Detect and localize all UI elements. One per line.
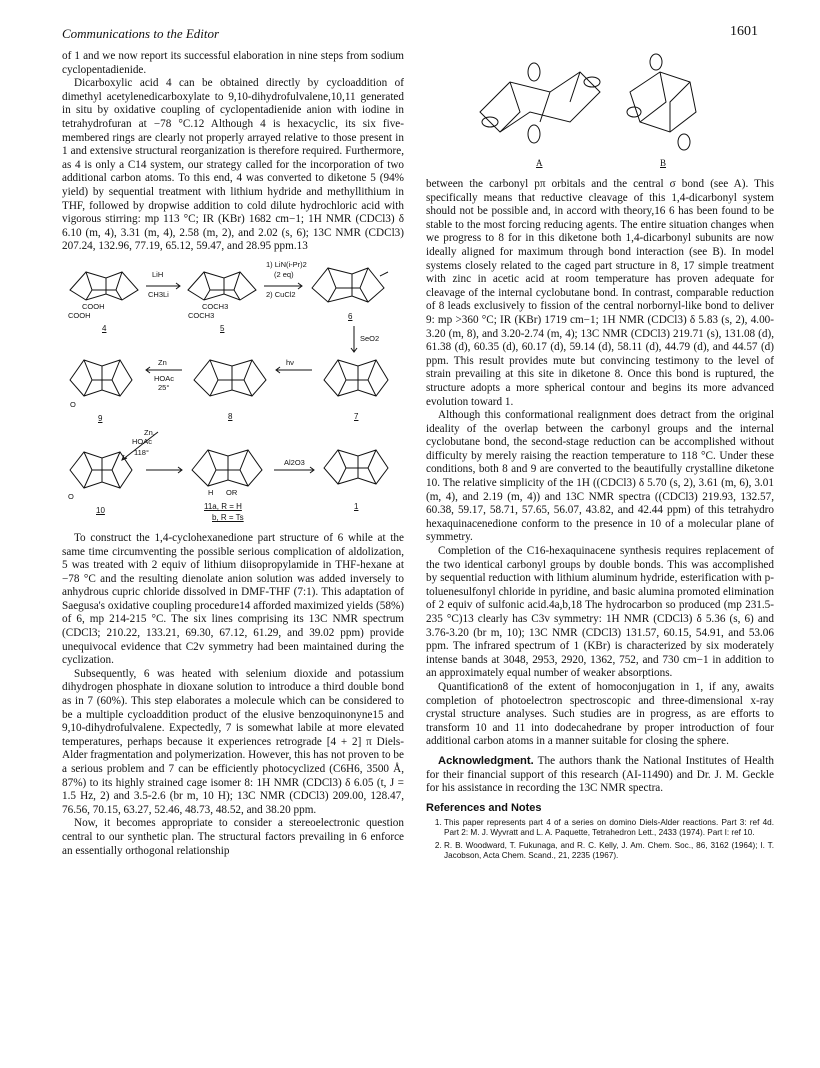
left-column <box>62 50 404 858</box>
orbital-drawing <box>470 52 710 156</box>
figure-a <box>480 63 600 143</box>
compound-label-9: 9 <box>98 413 103 423</box>
reference-item: 2. R. B. Woodward, T. Fukunaga, and R. C. Kelly, J. Am. Chem. Soc., 86, 3162 (1964); I. T. Jacobson, Acta Chem. Scand., 21, 2235 (1967). <box>444 841 774 861</box>
structure-9 <box>70 360 132 396</box>
substituent-label: O <box>68 491 74 501</box>
substituent-label: COOH <box>82 301 105 311</box>
orbital-figure <box>470 52 710 172</box>
compound-label-10: 10 <box>96 505 105 515</box>
compound-label-8: 8 <box>228 411 233 421</box>
compound-label-6: 6 <box>348 311 353 321</box>
scheme-drawing <box>62 260 404 522</box>
reagent-label: 2) CuCl2 <box>266 289 296 299</box>
compound-label-1: 1 <box>354 501 359 511</box>
references <box>426 802 774 862</box>
compound-label-7: 7 <box>354 411 359 421</box>
reagent-label: CH3Li <box>148 289 169 299</box>
substituent-label: COCH3 <box>188 310 215 320</box>
paragraph: Subsequently, 6 was heated with selenium dioxide and potassium dihydrogen phosphate in dioxane solution to introduce a third double bond as in 7 (60%). This step elaborates a molecule which can be considered to be a multiple cycloaddition product of the elusive benzoquinonyne15 and 9,10-dihydrofulvalene. Expectedly, 7 is somewhat labile at more elevated temperatures, perhaps because it experiences retrograde [4 + 2] π Diels-Alder fragmentation and polymerization. However, this has not proven to be a serious problem and 7 can be efficiently photocyclized (C6H6, 3500 Å, 87%) to its highly strained cage isomer 8: 1H NMR (CDCl3) δ 6.05 (t, J = 1.5 Hz, 2) and 3.5-2.6 (br m, 10 H); 13C NMR (CDCl3) 209.00, 128.47, 76.56, 70.15, 63.27, 52.46, 48.73, 48.52, and 38.20 ppm. <box>62 667 404 816</box>
paragraph: Now, it becomes appropriate to consider a stereoelectronic question central to our synthetic plan. The structural factors prevailing in 6 enforce an essentially orthogonal relationship <box>62 817 404 857</box>
substituent-label: COOH <box>68 310 91 320</box>
reagent-label: Zn, <box>144 427 155 437</box>
reagent-label: hν <box>286 357 294 367</box>
figure-label-a: A <box>536 158 543 168</box>
reagent-label: (2 eq) <box>274 269 294 279</box>
reagent-label: 25° <box>158 382 170 392</box>
compound-label-5: 5 <box>220 323 225 333</box>
acknowledgment-text: The authors thank the National Institutes of Health for their financial support of this research (AI-11490) and Dr. J. M. Geckle for his assistance in recording the 13C NMR spectra. <box>426 754 774 795</box>
reagent-label: HOAc <box>132 436 153 446</box>
paragraph: Completion of the C16-hexaquinacene synthesis requires replacement of the two identical carbonyl groups by double bonds. This was accomplished by sequential reduction with lithium aluminum hydride, esterification with p-toluenesulfonyl chloride in pyridine, and basic alumina promoted elimination of 2 equiv of sulfonic acid.4a,b,18 The hydrocarbon so produced (mp 231.5-235 °C)13 clearly has C3v symmetry: 1H NMR (CDCl3) δ 5.36 (s, 6) and 3.76-3.20 (br m, 10); 13C NMR (CDCl3) 131.57, 60.15, 54.91, and 53.06 ppm. The infrared spectrum of 1 (KBr) is characterized by six moderately intense bands at 3048, 2953, 2920, 1362, 752, and 730 cm−1 in addition to an approximately equal number of weaker absorptions. <box>426 545 774 680</box>
paragraph: of 1 and we now report its successful elaboration in nine steps from sodium cyclopentadienide. <box>62 50 404 76</box>
reagent-label: 118° <box>134 447 149 457</box>
reagent-label: LiH <box>152 269 164 279</box>
structure-5 <box>188 272 256 300</box>
reaction-scheme <box>62 260 404 522</box>
substituent-label: OR <box>226 487 238 497</box>
paragraph: Quantification8 of the extent of homoconjugation in 1, if any, awaits completion of photoelectron spectroscopic and three-dimensional x-ray crystal structure analyses. Such studies are in progress, as are efforts to transform 10 and 11 into dodecahedrane by proper introduction of four additional carbon atoms in a manner suitable for closing the sphere. <box>426 680 774 748</box>
paragraph: between the carbonyl pπ orbitals and the central σ bond (see A). This specifically means that reductive cleavage of this 1,4-dicarbonyl system should not be possible and, in accord with theory,16 6 has been found to be stable to the most forcing reducing agents. The entire situation changes when we progress to 8 for in this diketone both 1,4-dicarbonyl subunits are now ideally aligned for maximum through bond interaction (see B). In model systems closely related to the caged part structure in 8, 17 simple treatment with zinc in acetic acid at room temperature has proven adequate for cleavage of the internal cyclobutane bond. In contrast, comparable reduction of 8 leads exclusively to fission of the central norbornyl-like bond to deliver 9: mp >360 °C; IR (KBr) 1719 cm−1; 1H NMR (CDCl3) δ 5.83 (s, 2), 4.00-3.20 (m, 8), and 3.20-2.74 (m, 4); 13C NMR (CDCl3) 219.71 (s), 131.08 (d), 61.38 (d), 60.35 (d), 60.17 (d), 59.14 (d), 58.11 (d), 44.79 (d), and 44.57 (d) ppm. This result provides mute but convincing testimony to the level of strain prevailing at this site in diketone 8. Once this bond is ruptured, the structure adopts a more spherical contour and begins its more advanced evolution toward 1. <box>426 178 774 408</box>
references-heading: References and Notes <box>426 801 542 814</box>
structure-6 <box>312 268 388 302</box>
reagent-label: SeO2 <box>360 333 380 343</box>
reagent-label: 1) LiN(i-Pr)2 <box>266 259 307 269</box>
structure-4 <box>70 272 138 300</box>
acknowledgment <box>426 755 774 796</box>
reference-item: 1. This paper represents part 4 of a series on domino Diels-Alder reactions. Part 3: ref 4d. Part 2: M. J. Wyvratt and L. A. Paquette, Tetrahedron Lett., 2433 (1974). Part I: ref 10. <box>444 818 774 838</box>
compound-label-11b: b, R = Ts <box>212 512 244 522</box>
right-column <box>426 178 774 864</box>
acknowledgment-heading: Acknowledgment. <box>438 754 534 767</box>
reagent-label: Zn <box>158 357 167 367</box>
reagent-label: Al2O3 <box>284 457 305 467</box>
structure-11 <box>192 450 262 486</box>
compound-label-11a: 11a, R = H <box>204 501 242 511</box>
paragraph: Although this conformational realignment does detract from the original ideality of the overlap between the carbonyl groups and the internal cyclobutane bond, the second-stage reduction can be accomplished without difficulty by merely raising the reaction temperature to 118 °C. Under these conditions, both 8 and 9 are converted to the beautifully crystalline diketone 10. The relative simplicity of the 1H ((CDCl3) δ 5.70 (s, 2), 3.61 (m, 6), 3.01 (m, 4), and 2.19 (m, 4)) and 13C NMR spectra ((CDCl3) 219.93, 132.57, 60.38, 59.17, 58.71, 57.65, 56.07, 43.82, and 42.44 ppm) of this tetrahydro hexaquinacenedione conform to the presence in 10 of a molecular plane of symmetry. <box>426 409 774 544</box>
structure-8 <box>194 360 266 396</box>
reagent-label: HOAc <box>154 373 175 383</box>
substituent-label: O <box>70 399 76 409</box>
figure-label-b: B <box>660 158 667 168</box>
figure-b <box>627 54 696 150</box>
paragraph: To construct the 1,4-cyclohexanedione part structure of 6 while at the same time circumventing the possible serious complication of aldolization, 5 was treated with 2 equiv of lithium diisopropylamide in THF-hexane at −78 °C and the resulting dienolate anion solution was added inversely to anhydrous cupric chloride dissolved in DMF-THF (7:1). This adaptation of Saegusa's oxidative coupling procedure14 afforded maximized yields (58%) of 6, mp 214-215 °C. The six lines comprising its 13C NMR spectrum (CDCl3; 210.22, 133.21, 69.30, 67.12, 61.29, and 39.02 ppm) provide unequivocal evidence that C2v symmetry had been maintained during the cyclization. <box>62 531 404 667</box>
compound-label-4: 4 <box>102 323 107 333</box>
substituent-label: H <box>208 487 214 497</box>
substituent-label: COCH3 <box>202 301 229 311</box>
page-number: 1601 <box>730 24 758 39</box>
structure-1 <box>324 450 388 484</box>
journal-section-header: Communications to the Editor <box>62 26 220 41</box>
paragraph: Dicarboxylic acid 4 can be obtained directly by cycloaddition of dimethyl acetylenedicarboxylate to 9,10-dihydrofulvalene,10,11 generated in situ by oxidative coupling of cyclopentadienide anion with iodine in tetrahydrofuran at −78 °C.12 Although 4 is hexacyclic, its six five-membered rings are clearly not properly arrayed relative to those present in 1 and extensive structural reorganization is therefore required. Furthermore, as 4 is only a C14 system, our strategy called for the incorporation of two additional carbon atoms. To this end, 4 was converted to diketone 5 (94% yield) by sequential treatment with lithium hydride and methyllithium in THF, followed by dropwise addition to cold dilute hydrochloric acid with vigorous stirring: mp 113 °C; IR (KBr) 1682 cm−1; 1H NMR (CDCl3) δ 6.10 (m, 4), 3.31 (m, 4), 2.58 (m, 2), and 2.02 (s, 6); 13C NMR (CDCl3) 207.24, 132.96, 77.19, 65.12, 59.47, and 28.95 ppm.13 <box>62 77 404 253</box>
structure-7 <box>324 360 388 396</box>
